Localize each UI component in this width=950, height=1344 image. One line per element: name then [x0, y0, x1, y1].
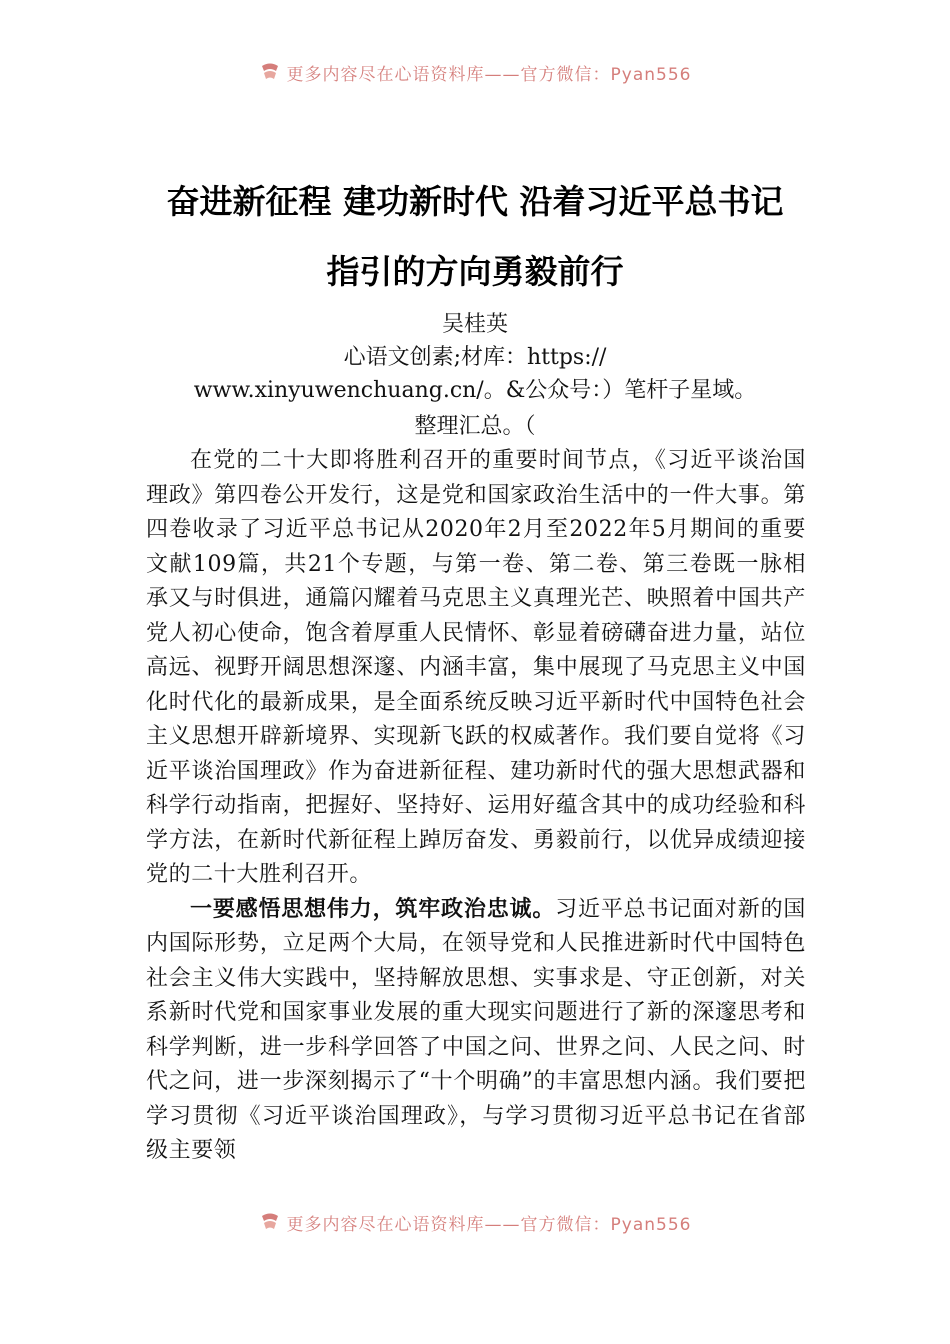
paragraph-lead: 一要感悟思想伟力，筑牢政治忠诚。: [190, 896, 556, 922]
author-name: 吴桂英: [441, 312, 508, 337]
watermark-logo-icon: [259, 1212, 281, 1232]
watermark-text: 更多内容尽在心语资料库——官方微信：Pyan556: [286, 64, 692, 85]
paragraph-text: 习近平总书记面对新的国内国际形势，立足两个大局，在领导党和人民推进新时代中国特色社会主义伟大实践中，坚持解放思想、实事求是、守正创新，对关系新时代党和国家事业发展的重大现实问题进行了新的深邃思考和科学判断，进一步科学回答了中国之问、世界之问、人民之问、时代之问，进一步深刻揭示了“十个明确”的丰富思想内涵。我们要把学习贯彻《习近平谈治国理政》，与学习贯彻习近平总书记在省部级主要领: [146, 896, 806, 1163]
paragraph: [146, 893, 806, 1169]
source-line-3: 整理汇总。（: [414, 414, 536, 439]
paragraph: 在党的二十大即将胜利召开的重要时间节点，《习近平谈治国理政》第四卷公开发行，这是党和国家政治生活中的一件大事。第四卷收录了习近平总书记从2020年2月至2022年5月期间的重要文献109篇，共21个专题，与第一卷、第二卷、第三卷既一脉相承又与时俱进，通篇闪耀着马克思主义真理光芒、映照着中国共产党人初心使命，饱含着厚重人民情怀、彰显着磅礴奋进力量，站位高远、视野开阔思想深邃、内涵丰富，集中展现了马克思主义中国化时代化的最新成果，是全面系统反映习近平新时代中国特色社会主义思想开辟新境界、实现新飞跃的权威著作。我们要自觉将《习近平谈治国理政》作为奋进新征程、建功新时代的强大思想武器和科学行动指南，把握好、坚持好、运用好蕴含其中的成功经验和科学方法，在新时代新征程上踔厉奋发、勇毅前行，以优异成绩迎接党的二十大胜利召开。: [146, 448, 806, 887]
watermark-bottom: [0, 1210, 950, 1234]
watermark-text: 更多内容尽在心语资料库——官方微信：Pyan556: [286, 1214, 692, 1235]
watermark-logo-icon: [259, 62, 281, 82]
watermark-top: [0, 60, 950, 84]
document-title-line1: 奋进新征程 建功新时代 沿着习近平总书记: [166, 182, 784, 221]
document-body: [146, 444, 806, 1169]
document-title-line2: 指引的方向勇毅前行: [326, 252, 624, 291]
source-line-2: www.xinyuwenchuang.cn/。&公众号：）笔杆子星域。: [193, 378, 757, 403]
source-line-1: 心语文创素;材库：https://: [343, 345, 607, 370]
